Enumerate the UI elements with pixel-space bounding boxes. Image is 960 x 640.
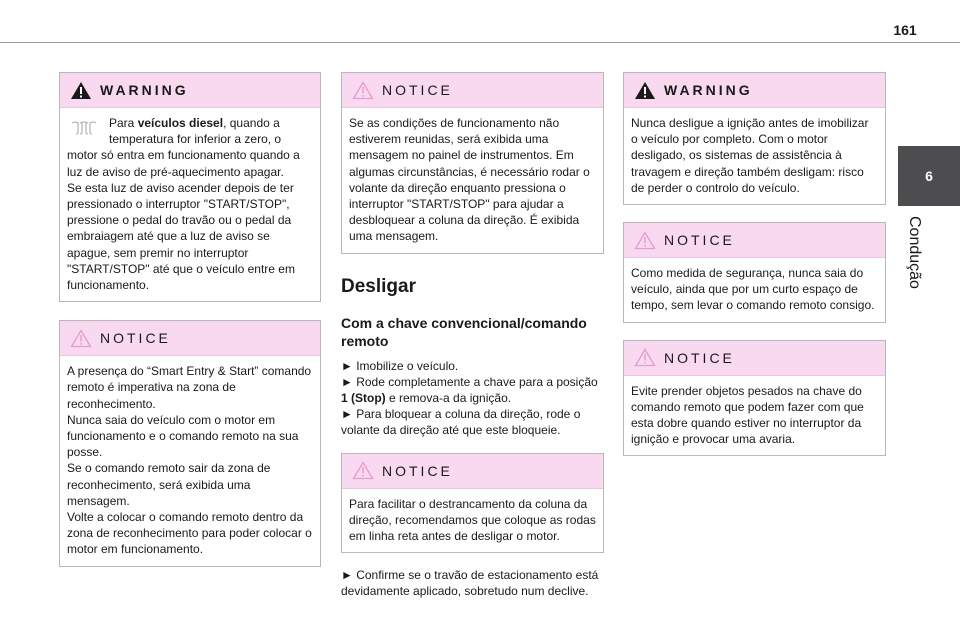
warning-box-ignition (623, 72, 886, 205)
notice-paragraph-2: Nunca saia do veículo com o motor em funcionamento e o comando remoto na sua posse. (67, 412, 299, 460)
warning-title: WARNING (664, 82, 753, 98)
notice-body (60, 356, 320, 565)
notice-box-heavy-objects (623, 340, 886, 457)
warning-icon (70, 81, 92, 100)
warning-body (60, 108, 320, 301)
warning-header (624, 73, 885, 108)
notice-icon (352, 461, 374, 480)
preheat-glow-plug-icon (67, 117, 101, 139)
warning-title: WARNING (100, 82, 189, 98)
step-turn-key: ► Rode completamente a chave para a posição 1 (Stop) e remova-a da ignição. (341, 374, 598, 406)
warning-text: Nunca desligue a ignição antes de imobilizar o veículo por completo. Com o motor desligado, os sistemas de assistência à travagem e direção também desligam: risco de perder o controlo do veículo. (631, 116, 869, 195)
notice-icon (70, 329, 92, 348)
notice-body (624, 258, 885, 322)
notice-icon (634, 231, 656, 250)
notice-box-remote-safety (623, 222, 886, 323)
notice-header (624, 223, 885, 258)
notice-body (624, 376, 885, 456)
notice-icon (352, 81, 374, 100)
warning-paragraph-1: Para veículos diesel, quando a temperatura for inferior a zero, o motor só entra em funcionamento quando a luz de aviso de pré-aquecimento apagar. (67, 116, 300, 179)
chapter-title: Condução (906, 216, 923, 289)
notice-box-smart-entry (59, 320, 321, 566)
page-number: 161 (893, 22, 917, 38)
notice-text: Para facilitar o destrancamento da coluna da direção, recomendamos que coloque as rodas em linha reta antes de desligar o motor. (349, 496, 596, 544)
notice-title: NOTICE (664, 349, 735, 366)
sub-title: Com a chave convencional/comando remoto (341, 314, 587, 349)
notice-header (624, 341, 885, 376)
column-3 (623, 72, 886, 456)
notice-header (342, 73, 603, 108)
notice-text: Como medida de segurança, nunca saia do veículo, ainda que por um curto espaço de tempo, sem levar o comando remoto consigo. (631, 266, 875, 313)
warning-icon (634, 81, 656, 100)
notice-title: NOTICE (382, 462, 453, 479)
notice-header (60, 321, 320, 356)
step-immobilize: ► Imobilize o veículo. (341, 358, 459, 373)
step-lock-steering: ► Para bloquear a coluna da direção, rode o volante da direção até que este bloqueie. (341, 407, 581, 438)
header-divider (0, 42, 960, 43)
notice-title: NOTICE (664, 232, 735, 249)
notice-text: Se as condições de funcionamento não estiverem reunidas, será exibida uma mensagem no painel de instrumentos. Em algumas circunstâncias, é necessário rodar o volante da direção enquanto pressiona o interruptor "START/STOP" para ajudar a desbloquear a coluna da direção. É exibida uma mensagem. (349, 116, 590, 244)
warning-body (624, 108, 885, 204)
notice-box-wheels-straight (341, 453, 604, 554)
section-title: Desligar (341, 275, 416, 297)
notice-title: NOTICE (382, 82, 453, 98)
warning-header (60, 73, 320, 108)
step-parking-brake: ► Confirme se o travão de estacionamento está devidamente aplicado, sobretudo num declive. (341, 568, 599, 599)
notice-icon (634, 348, 656, 367)
notice-paragraph-1: A presença do “Smart Entry & Start” comando remoto é imperativa na zona de reconhecimento. (67, 364, 312, 411)
notice-body (342, 108, 603, 253)
warning-paragraph-2: Se esta luz de aviso acender depois de ter pressionado o interruptor "START/STOP", pressione o pedal do travão ou o pedal da embraiagem até que a luz de aviso se apague, sem premir no interruptor "START/STOP" até que o veículo entre em funcionamento. (67, 180, 295, 293)
column-1 (59, 72, 321, 567)
column-2 (341, 72, 604, 600)
notice-title: NOTICE (100, 330, 171, 347)
notice-paragraph-3: Se o comando remoto sair da zona de reconhecimento, será exibida uma mensagem. (67, 461, 271, 508)
chapter-tab[interactable] (898, 146, 960, 206)
notice-paragraph-4: Volte a colocar o comando remoto dentro da zona de reconhecimento para poder colocar o motor em funcionamento. (67, 510, 312, 557)
chapter-number: 6 (925, 168, 933, 184)
notice-box-steering-lock (341, 72, 604, 254)
notice-text: Evite prender objetos pesados na chave do comando remoto que podem fazer com que esta dobre quando estiver no interruptor da ignição e provocar uma avaria. (631, 383, 864, 447)
warning-box-diesel (59, 72, 321, 302)
notice-body (342, 489, 603, 553)
notice-header (342, 454, 603, 489)
